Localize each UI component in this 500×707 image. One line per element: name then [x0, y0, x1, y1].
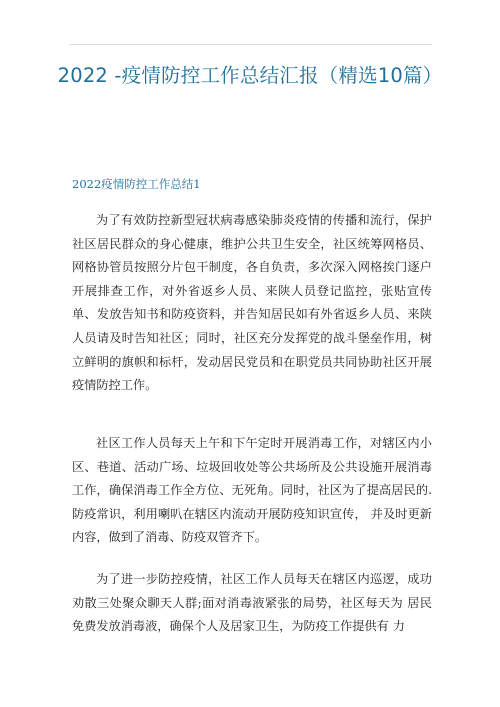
page-title: 2022 -疫情防控工作总结汇报（精选10篇）: [57, 64, 443, 87]
header-divider: [70, 44, 432, 45]
paragraph-2: 社区工作人员每天上午和下午定时开展消毒工作，对辖区内小区、巷道、活动广场、垃圾回收处等公共场所及公共设施开展消毒工作，确保消毒工作全方位、无死角。同时，社区为了提高居民的.防疫常识，利用喇叭在辖区内流动开展防疫知识宣传， 并及时更新内容，做到了消毒、防疫双管齐下。: [72, 436, 432, 545]
paragraph-3: 为了进一步防控疫情，社区工作人员每天在辖区内巡逻，成功劝散三处聚众聊天人群;面对消毒液紧张的局势，社区每天为 居民免费发放消毒液，确保个人及居家卫生，为防疫工作提供有 力: [72, 572, 432, 634]
paragraph-1: 为了有效防控新型冠状病毒感染肺炎疫情的传播和流行，保护社区居民群众的身心健康，维护公共卫生安全，社区统筹网格员、网格协管员按照分片包干制度，各自负责，多次深入网格挨门逐户开展排查工作，对外省返乡人员、来陕人员登记监控，张贴宣传单、发放告知书和防疫资料，并告知居民如有外省返乡人员、来陕人员请及时告知社区；同时，社区充分发挥党的战斗堡垒作用，树立鲜明的旗帜和标杆，发动居民党员和在职党员共同协助社区开展疫情防控工作。: [72, 213, 432, 393]
section-heading: 2022疫情防控工作总结1: [72, 177, 201, 191]
